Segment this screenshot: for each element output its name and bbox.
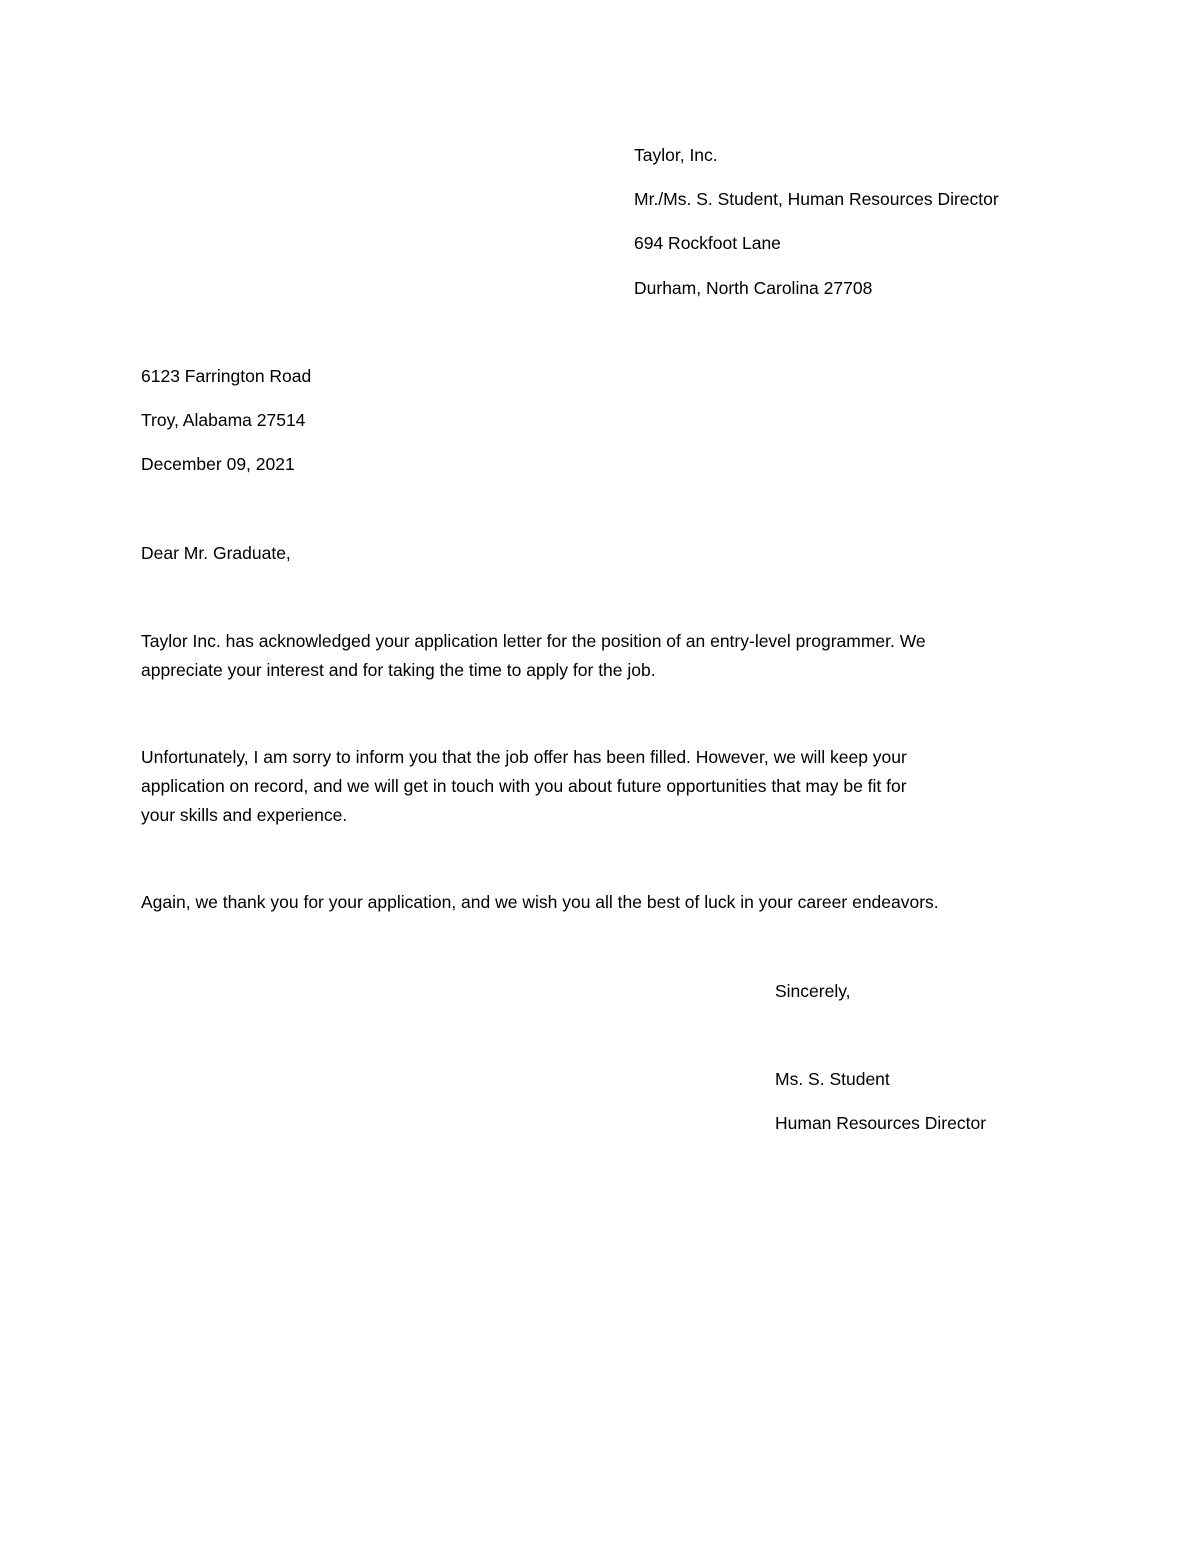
body-paragraph-1-line-2: appreciate your interest and for taking the time to apply for the job. <box>141 660 656 680</box>
recipient-city-state-zip: Troy, Alabama 27514 <box>141 410 306 430</box>
body-paragraph-1 <box>141 627 1061 685</box>
sender-street: 694 Rockfoot Lane <box>634 233 781 253</box>
sender-company: Taylor, Inc. <box>634 145 718 165</box>
body-paragraph-3 <box>141 888 1061 917</box>
valediction: Sincerely, <box>775 981 851 1001</box>
body-paragraph-2-line-2: application on record, and we will get in touch with you about future opportunities that may be fit for <box>141 776 907 796</box>
sender-city-state-zip: Durham, North Carolina 27708 <box>634 278 873 298</box>
body-paragraph-2 <box>141 743 1061 830</box>
recipient-street: 6123 Farrington Road <box>141 366 312 386</box>
signer-name: Ms. S. Student <box>775 1069 890 1089</box>
body-paragraph-2-line-1: Unfortunately, I am sorry to inform you that the job offer has been filled. However, we will keep your <box>141 747 907 767</box>
sender-contact: Mr./Ms. S. Student, Human Resources Director <box>634 189 999 209</box>
letter-date: December 09, 2021 <box>141 454 295 474</box>
body-paragraph-1-line-1: Taylor Inc. has acknowledged your application letter for the position of an entry-level programmer. We <box>141 631 926 651</box>
salutation: Dear Mr. Graduate, <box>141 543 291 563</box>
signer-title: Human Resources Director <box>775 1113 987 1133</box>
body-paragraph-3-line-1: Again, we thank you for your application, and we wish you all the best of luck in your career endeavors. <box>141 892 939 912</box>
body-paragraph-2-line-3: your skills and experience. <box>141 805 348 825</box>
